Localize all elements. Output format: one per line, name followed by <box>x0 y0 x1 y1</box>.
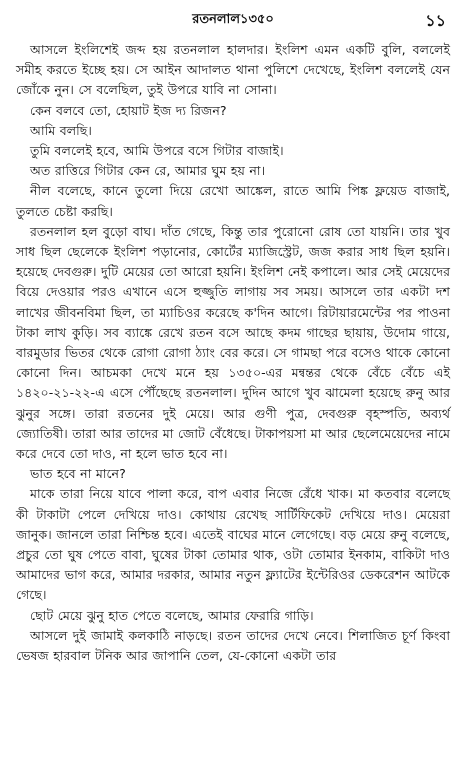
paragraph: মাকে তারা নিয়ে যাবে পালা করে, বাপ এবার নিজে রেঁধে খাক। মা কতবার বলেছে কী টাকাটা পেলে দেখিয়ে দাও। কোথায় রেখেছ সার্টিফিকেট দেখিয়ে দাও। মেয়েরা জানুক। জানলে তারা নিশ্চিন্ত হবে। এতেই বাঘের মানে লেগেছে। বড় মেয়ে রুনু বলেছে, প্রচুর তো ঘুষ পেতে বাবা, ঘুষের টাকা তোমার থাক, ওটা তোমার ইনকাম, বাকিটা দাও আমাদের ভাগ করে, আমার দরকার, আমার নতুন ফ্ল্যাটের ইন্টেরিওর ডেকরেশন আটকে গেছে। <box>16 486 450 603</box>
paragraph: তুমি বললেই হবে, আমি উপরে বসে গিটার বাজাই। <box>30 143 284 159</box>
body-text <box>16 40 450 666</box>
paragraph: ছোট মেয়ে ঝুনু হাত পেতে বলেছে, আমার ফেরারি গাড়ি। <box>30 607 314 623</box>
paragraph: রতনলাল হল বুড়ো বাঘ। দাঁত গেছে, কিন্তু তার পুরোনো রোষ তো যায়নি। তার খুব সাধ ছিল ছেলেকে ইংলিশ পড়ানোর, কোর্টের ম্যাজিস্ট্রেট, জজ করার সাধ ছিল হয়নি। হয়েছে দেবগুরু। দুটি মেয়ের তো আরো হয়নি। ইংলিশ নেই কপালে। আর সেই মেয়েদের বিয়ে দেওয়ার পরও এখানে এসে হুজ্জুতি লাগায় সব সময়। আসলে তার একটা দশ লাখের জীবনবিমা ছিল, তা ম্যাচিওর করেছে ক'দিন আগে। রিটায়ারমেন্টের পর পাওনা টাকা লাখ কুড়ি। সব ব্যাঙ্কে রেখে রতন বসে আছে কদম গাছের ছায়ায়, উদোম গায়ে, বারমুডার ভিতর থেকে রোগা রোগা ঠ্যাং বের করে। সে গামছা পরে বসেও থাকে কোনো কোনো দিন। আচমকা দেখে মনে হয় ১৩৫০-এর মন্বন্তর থেকে বেঁচে বেঁচে এই ১৪২০-২১-২২-এ এসে পৌঁছেছে রতনলাল। দুদিন আগে খুব ঝামেলা হয়েছে রুনু আর ঝুনুর সঙ্গে। তারা রতনের দুই মেয়ে। আর গুণী পুত্র, দেবগুরু বৃহস্পতি, অব্যর্থ জ্যোতিষী। তারা আর তাদের মা জোট বেঁধেছে। টাকাপয়সা মা আর ছেলেমেয়েদের নামে করে দেবে তো দাও, না হলে ভাত হবে না। <box>16 223 451 462</box>
paragraph: আসলে ইংলিশেই জব্দ হয় রতনলাল হালদার। ইংলিশ এমন একটি বুলি, বললেই সমীহ করতে ইচ্ছে হয়। সে আইন আদালত থানা পুলিশে দেখেছে, ইংলিশ বললেই যেন জোঁকে নুন। সে বলেছিল, তুই উপরে যাবি না সোনা। <box>16 42 450 98</box>
page-header <box>16 6 450 32</box>
paragraph: আসলে দুই জামাই কলকাঠি নাড়ছে। রতন তাদের দেখে নেবে। শিলাজিত চূর্ণ কিংবা ভেষজ হারবাল টনিক আর জাপানি তেল, যে-কোনো একটা তার <box>16 627 450 664</box>
paragraph: ভাত হবে না মানে? <box>30 466 126 482</box>
running-title: রতনলাল১৩৫০ <box>192 12 274 27</box>
paragraph: নীল বলেছে, কানে তুলো দিয়ে রেখো আঙ্কেল, রাতে আমি পিঙ্ক ফ্লয়েড বাজাই, তুলতে চেষ্টা করছি। <box>16 183 450 219</box>
paragraph: কেন বলবে তো, হোয়াট ইজ দ্য রিজন? <box>30 102 227 118</box>
paragraph: আমি বলছি। <box>30 122 92 138</box>
page-number: ১১ <box>425 11 446 30</box>
paragraph: অত রাত্তিরে গিটার কেন রে, আমার ঘুম হয় না। <box>30 163 266 179</box>
